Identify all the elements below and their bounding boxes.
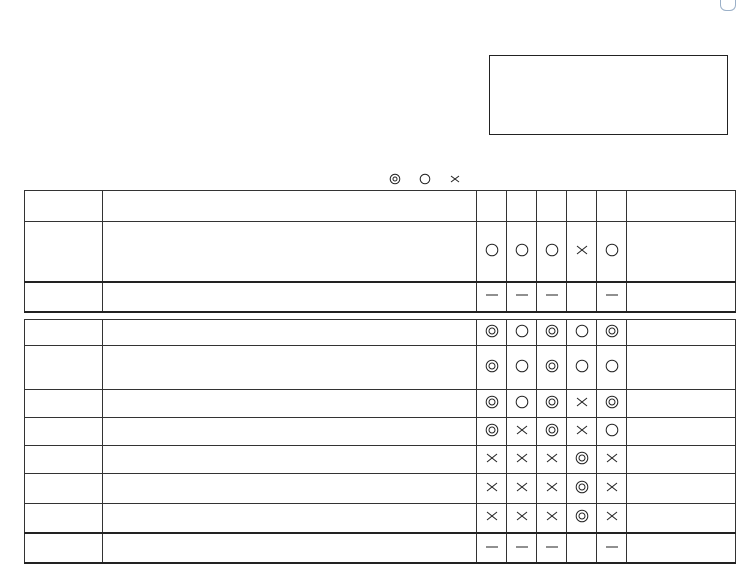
discussion-number: [25, 533, 103, 563]
bill-note: [627, 389, 736, 417]
cross-icon: [605, 480, 619, 494]
cross-icon: [485, 480, 499, 494]
circle-icon: [575, 324, 589, 338]
table-row: [25, 222, 736, 282]
circle-icon: [515, 243, 529, 257]
dash-icon: [485, 288, 499, 302]
header-number: [25, 191, 103, 222]
double-circle-icon: [545, 324, 559, 338]
vote-cell: [477, 445, 507, 473]
vote-cell: [597, 319, 627, 345]
double-circle-icon: [485, 324, 499, 338]
double-circle-icon: [389, 173, 401, 185]
vote-cell: [597, 282, 627, 312]
bill-subject: [103, 473, 477, 503]
dash-icon: [605, 288, 619, 302]
table-row: [25, 473, 736, 503]
vote-cell: [477, 319, 507, 345]
vote-cell: [597, 445, 627, 473]
key-item: [449, 175, 470, 185]
circle-icon: [575, 359, 589, 373]
vote-cell: [537, 282, 567, 312]
faction-legend-box: [489, 55, 728, 135]
vote-cell: [537, 417, 567, 445]
dash-icon: [515, 288, 529, 302]
circle-icon: [419, 173, 431, 185]
bill-note: [627, 445, 736, 473]
discussion-subject: [103, 533, 477, 563]
vote-cell: [597, 503, 627, 533]
table-row: [25, 389, 736, 417]
circle-icon: [515, 395, 529, 409]
spacer-cell: [25, 312, 736, 320]
symbol-key: [389, 173, 506, 185]
discussion-number: [25, 282, 103, 312]
discussion-note: [627, 533, 736, 563]
table-header-row: [25, 191, 736, 222]
vote-cell: [597, 345, 627, 389]
circle-icon: [605, 359, 619, 373]
spacer-row: [25, 312, 736, 320]
discussion-subject: [103, 282, 477, 312]
vote-cell: [537, 222, 567, 282]
vote-cell: [567, 503, 597, 533]
vote-cell: [567, 319, 597, 345]
header-note: [627, 191, 736, 222]
vote-table: [24, 190, 736, 564]
discussion-row: [25, 533, 736, 563]
bill-note: [627, 222, 736, 282]
vote-cell: [507, 533, 537, 563]
bill-number: [25, 445, 103, 473]
bill-number: [25, 222, 103, 282]
cross-icon: [605, 509, 619, 523]
vote-cell: [537, 473, 567, 503]
vote-cell: [507, 345, 537, 389]
circle-icon: [515, 359, 529, 373]
bill-note: [627, 417, 736, 445]
discussion-note: [627, 282, 736, 312]
table-row: [25, 417, 736, 445]
dash-icon: [545, 540, 559, 554]
dash-icon: [485, 540, 499, 554]
vote-cell: [507, 473, 537, 503]
vote-cell: [477, 533, 507, 563]
vote-cell: [597, 473, 627, 503]
vote-cell: [507, 503, 537, 533]
double-circle-icon: [575, 509, 589, 523]
vote-cell: [477, 345, 507, 389]
bill-subject: [103, 389, 477, 417]
double-circle-icon: [485, 359, 499, 373]
double-circle-icon: [605, 324, 619, 338]
circle-icon: [515, 324, 529, 338]
cross-icon: [605, 451, 619, 465]
cross-icon: [575, 243, 589, 257]
vote-cell: [477, 473, 507, 503]
header-faction: [537, 191, 567, 222]
vote-cell: [537, 345, 567, 389]
bill-subject: [103, 503, 477, 533]
header-faction: [507, 191, 537, 222]
vote-cell: [567, 533, 597, 563]
key-item: [419, 175, 440, 185]
header-faction: [477, 191, 507, 222]
vote-cell: [477, 417, 507, 445]
cross-icon: [545, 480, 559, 494]
vote-cell: [477, 389, 507, 417]
vote-cell: [507, 389, 537, 417]
table-row: [25, 445, 736, 473]
circle-icon: [605, 423, 619, 437]
circle-icon: [545, 243, 559, 257]
double-circle-icon: [575, 451, 589, 465]
dash-icon: [545, 288, 559, 302]
vote-cell: [567, 282, 597, 312]
table-row: [25, 503, 736, 533]
dash-icon: [605, 540, 619, 554]
bill-subject: [103, 319, 477, 345]
vote-cell: [477, 222, 507, 282]
vote-cell: [507, 282, 537, 312]
header-faction: [597, 191, 627, 222]
vote-cell: [477, 503, 507, 533]
circle-icon: [485, 243, 499, 257]
table-row: [25, 319, 736, 345]
bill-number: [25, 473, 103, 503]
cross-icon: [485, 451, 499, 465]
vote-cell: [567, 445, 597, 473]
cross-icon: [485, 509, 499, 523]
vote-cell: [567, 473, 597, 503]
cross-icon: [545, 451, 559, 465]
bill-subject: [103, 445, 477, 473]
vote-cell: [507, 417, 537, 445]
vote-cell: [537, 445, 567, 473]
double-circle-icon: [575, 480, 589, 494]
expand-icon[interactable]: [720, 0, 736, 11]
key-item: [389, 175, 410, 185]
double-circle-icon: [485, 395, 499, 409]
vote-cell: [477, 282, 507, 312]
table-row: [25, 345, 736, 389]
cross-icon: [515, 423, 529, 437]
bill-note: [627, 319, 736, 345]
cross-icon: [515, 480, 529, 494]
bill-number: [25, 417, 103, 445]
vote-cell: [537, 319, 567, 345]
cross-icon: [515, 451, 529, 465]
vote-cell: [537, 389, 567, 417]
bill-subject: [103, 345, 477, 389]
vote-cell: [537, 533, 567, 563]
vote-cell: [507, 222, 537, 282]
cross-icon: [515, 509, 529, 523]
bill-subject: [103, 222, 477, 282]
bill-note: [627, 473, 736, 503]
vote-cell: [507, 319, 537, 345]
vote-cell: [597, 417, 627, 445]
bill-number: [25, 503, 103, 533]
vote-cell: [567, 222, 597, 282]
vote-cell: [507, 445, 537, 473]
bill-number: [25, 389, 103, 417]
header-subject: [103, 191, 477, 222]
vote-cell: [597, 389, 627, 417]
vote-cell: [567, 345, 597, 389]
double-circle-icon: [545, 395, 559, 409]
double-circle-icon: [545, 359, 559, 373]
bill-number: [25, 345, 103, 389]
bill-number: [25, 319, 103, 345]
header-faction: [567, 191, 597, 222]
discussion-row: [25, 282, 736, 312]
cross-icon: [449, 173, 461, 185]
key-item: [479, 175, 497, 185]
vote-cell: [567, 417, 597, 445]
double-circle-icon: [545, 423, 559, 437]
cross-icon: [575, 423, 589, 437]
vote-cell: [597, 533, 627, 563]
bill-note: [627, 503, 736, 533]
double-circle-icon: [605, 395, 619, 409]
vote-cell: [567, 389, 597, 417]
vote-cell: [537, 503, 567, 533]
vote-cell: [597, 222, 627, 282]
bill-note: [627, 345, 736, 389]
circle-icon: [605, 243, 619, 257]
double-circle-icon: [485, 423, 499, 437]
cross-icon: [575, 395, 589, 409]
dash-icon: [515, 540, 529, 554]
cross-icon: [545, 509, 559, 523]
bill-subject: [103, 417, 477, 445]
